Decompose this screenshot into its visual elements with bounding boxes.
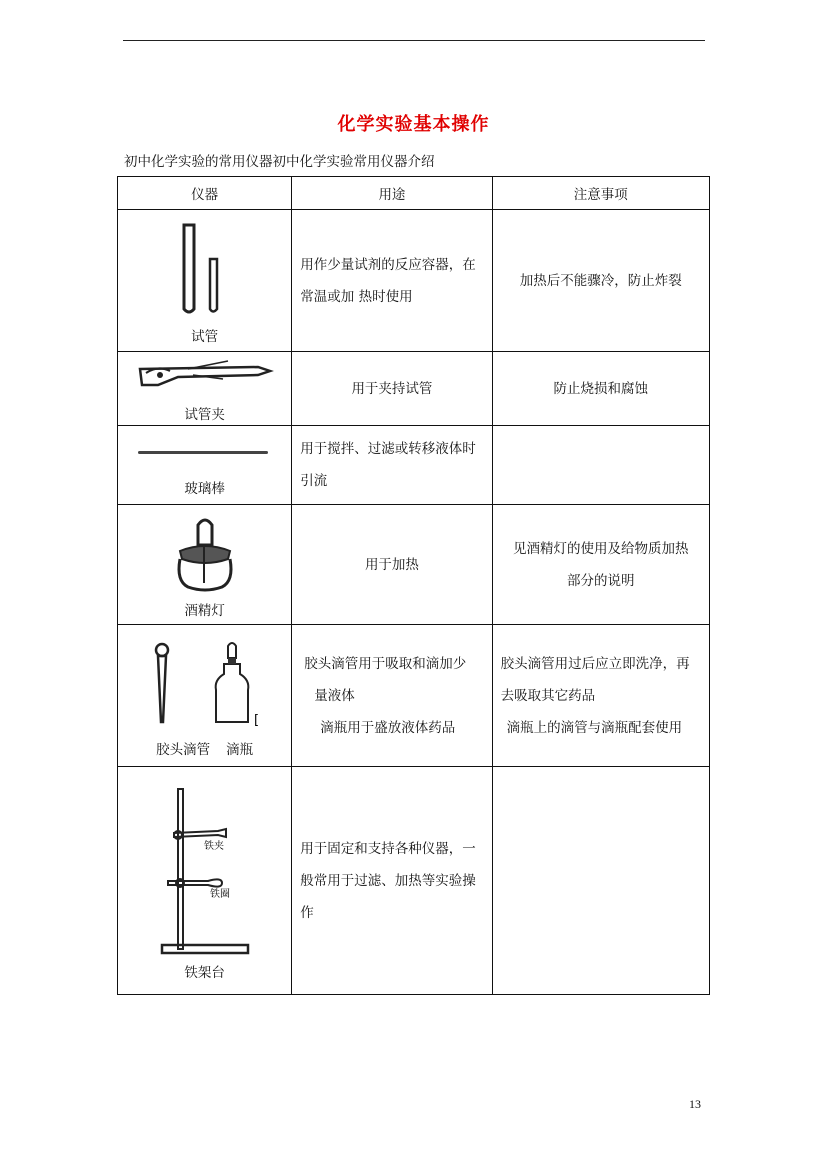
table-row xyxy=(118,210,710,352)
ring-label: 铁圈 xyxy=(210,888,230,900)
note-cell xyxy=(492,505,709,625)
use-line: 用作少量试剂的反应容器，在 xyxy=(300,256,476,273)
use-line: 用于固定和支持各种仪器，一 xyxy=(300,840,476,857)
use-cell xyxy=(292,352,492,426)
note-cell xyxy=(492,767,709,995)
table-row xyxy=(118,505,710,625)
note-cell xyxy=(492,210,709,352)
instrument-name: 试管夹 xyxy=(184,406,225,423)
note-cell xyxy=(492,426,709,505)
note-line: 加热后不能骤冷，防止炸裂 xyxy=(519,272,682,289)
use-line: 常温或加 热时使用 xyxy=(300,288,413,305)
subtitle: 初中化学实验的常用仪器初中化学实验常用仪器介绍 xyxy=(124,154,435,170)
page-number: 13 xyxy=(689,1097,701,1111)
use-cell xyxy=(292,210,492,352)
instrument-cell xyxy=(118,767,292,995)
use-line: 胶头滴管用于吸取和滴加少 xyxy=(304,655,467,672)
glass-rod-icon xyxy=(118,433,292,477)
instrument-name: 酒精灯 xyxy=(184,602,225,619)
use-cell xyxy=(292,426,492,505)
use-cell xyxy=(292,767,492,995)
dropper-and-bottle-icon xyxy=(118,634,292,738)
instrument-name: 试管 xyxy=(191,328,219,345)
note-line: 部分的说明 xyxy=(567,572,635,589)
test-tube-icon xyxy=(118,217,292,325)
table-row xyxy=(118,352,710,426)
note-line: 胶头滴管用过后应立即洗净，再 xyxy=(500,655,690,672)
table-row xyxy=(118,767,710,995)
note-cell xyxy=(492,352,709,426)
clamp-label: 铁夹 xyxy=(204,840,224,852)
table-row xyxy=(118,426,710,505)
note-line: 滴瓶上的滴管与滴瓶配套使用 xyxy=(506,719,683,736)
note-cell xyxy=(492,625,709,767)
use-line: 用于加热 xyxy=(364,556,419,573)
use-line: 量液体 xyxy=(314,687,355,704)
note-line: 见酒精灯的使用及给物质加热 xyxy=(513,540,689,557)
iron-stand-icon xyxy=(118,781,292,961)
use-cell xyxy=(292,625,492,767)
use-line: 滴瓶用于盛放液体药品 xyxy=(320,719,456,736)
header-notes: 注意事项 xyxy=(492,177,709,210)
note-line: 去吸取其它药品 xyxy=(500,687,596,704)
instrument-name: 玻璃棒 xyxy=(184,481,225,497)
instrument-name: 铁架台 xyxy=(184,964,225,981)
test-tube-holder-icon xyxy=(118,355,292,403)
instrument-name-bottle: 滴瓶 xyxy=(226,741,254,758)
bracket-mark: [ xyxy=(254,712,260,728)
use-cell xyxy=(292,505,492,625)
use-line: 用于夹持试管 xyxy=(351,380,433,397)
page-title: 化学实验基本操作 xyxy=(337,114,490,135)
instrument-cell xyxy=(118,352,292,426)
note-line: 防止烧损和腐蚀 xyxy=(553,380,649,397)
instrument-cell xyxy=(118,210,292,352)
instrument-cell xyxy=(118,625,292,767)
table-header-row xyxy=(118,177,710,210)
instrument-cell xyxy=(118,505,292,625)
instrument-table xyxy=(117,176,710,995)
header-instrument: 仪器 xyxy=(118,177,292,210)
use-line: 引流 xyxy=(300,473,328,489)
table-row xyxy=(118,625,710,767)
instrument-name: 胶头滴管 xyxy=(156,741,211,758)
header-use: 用途 xyxy=(292,177,492,210)
use-line: 作 xyxy=(300,904,314,921)
use-line: 般常用于过滤、加热等实验操 xyxy=(300,872,476,889)
header-rule xyxy=(123,40,705,41)
use-line: 用于搅拌、过滤或转移液体时 xyxy=(300,441,476,457)
instrument-cell xyxy=(118,426,292,505)
alcohol-lamp-icon xyxy=(118,511,292,599)
